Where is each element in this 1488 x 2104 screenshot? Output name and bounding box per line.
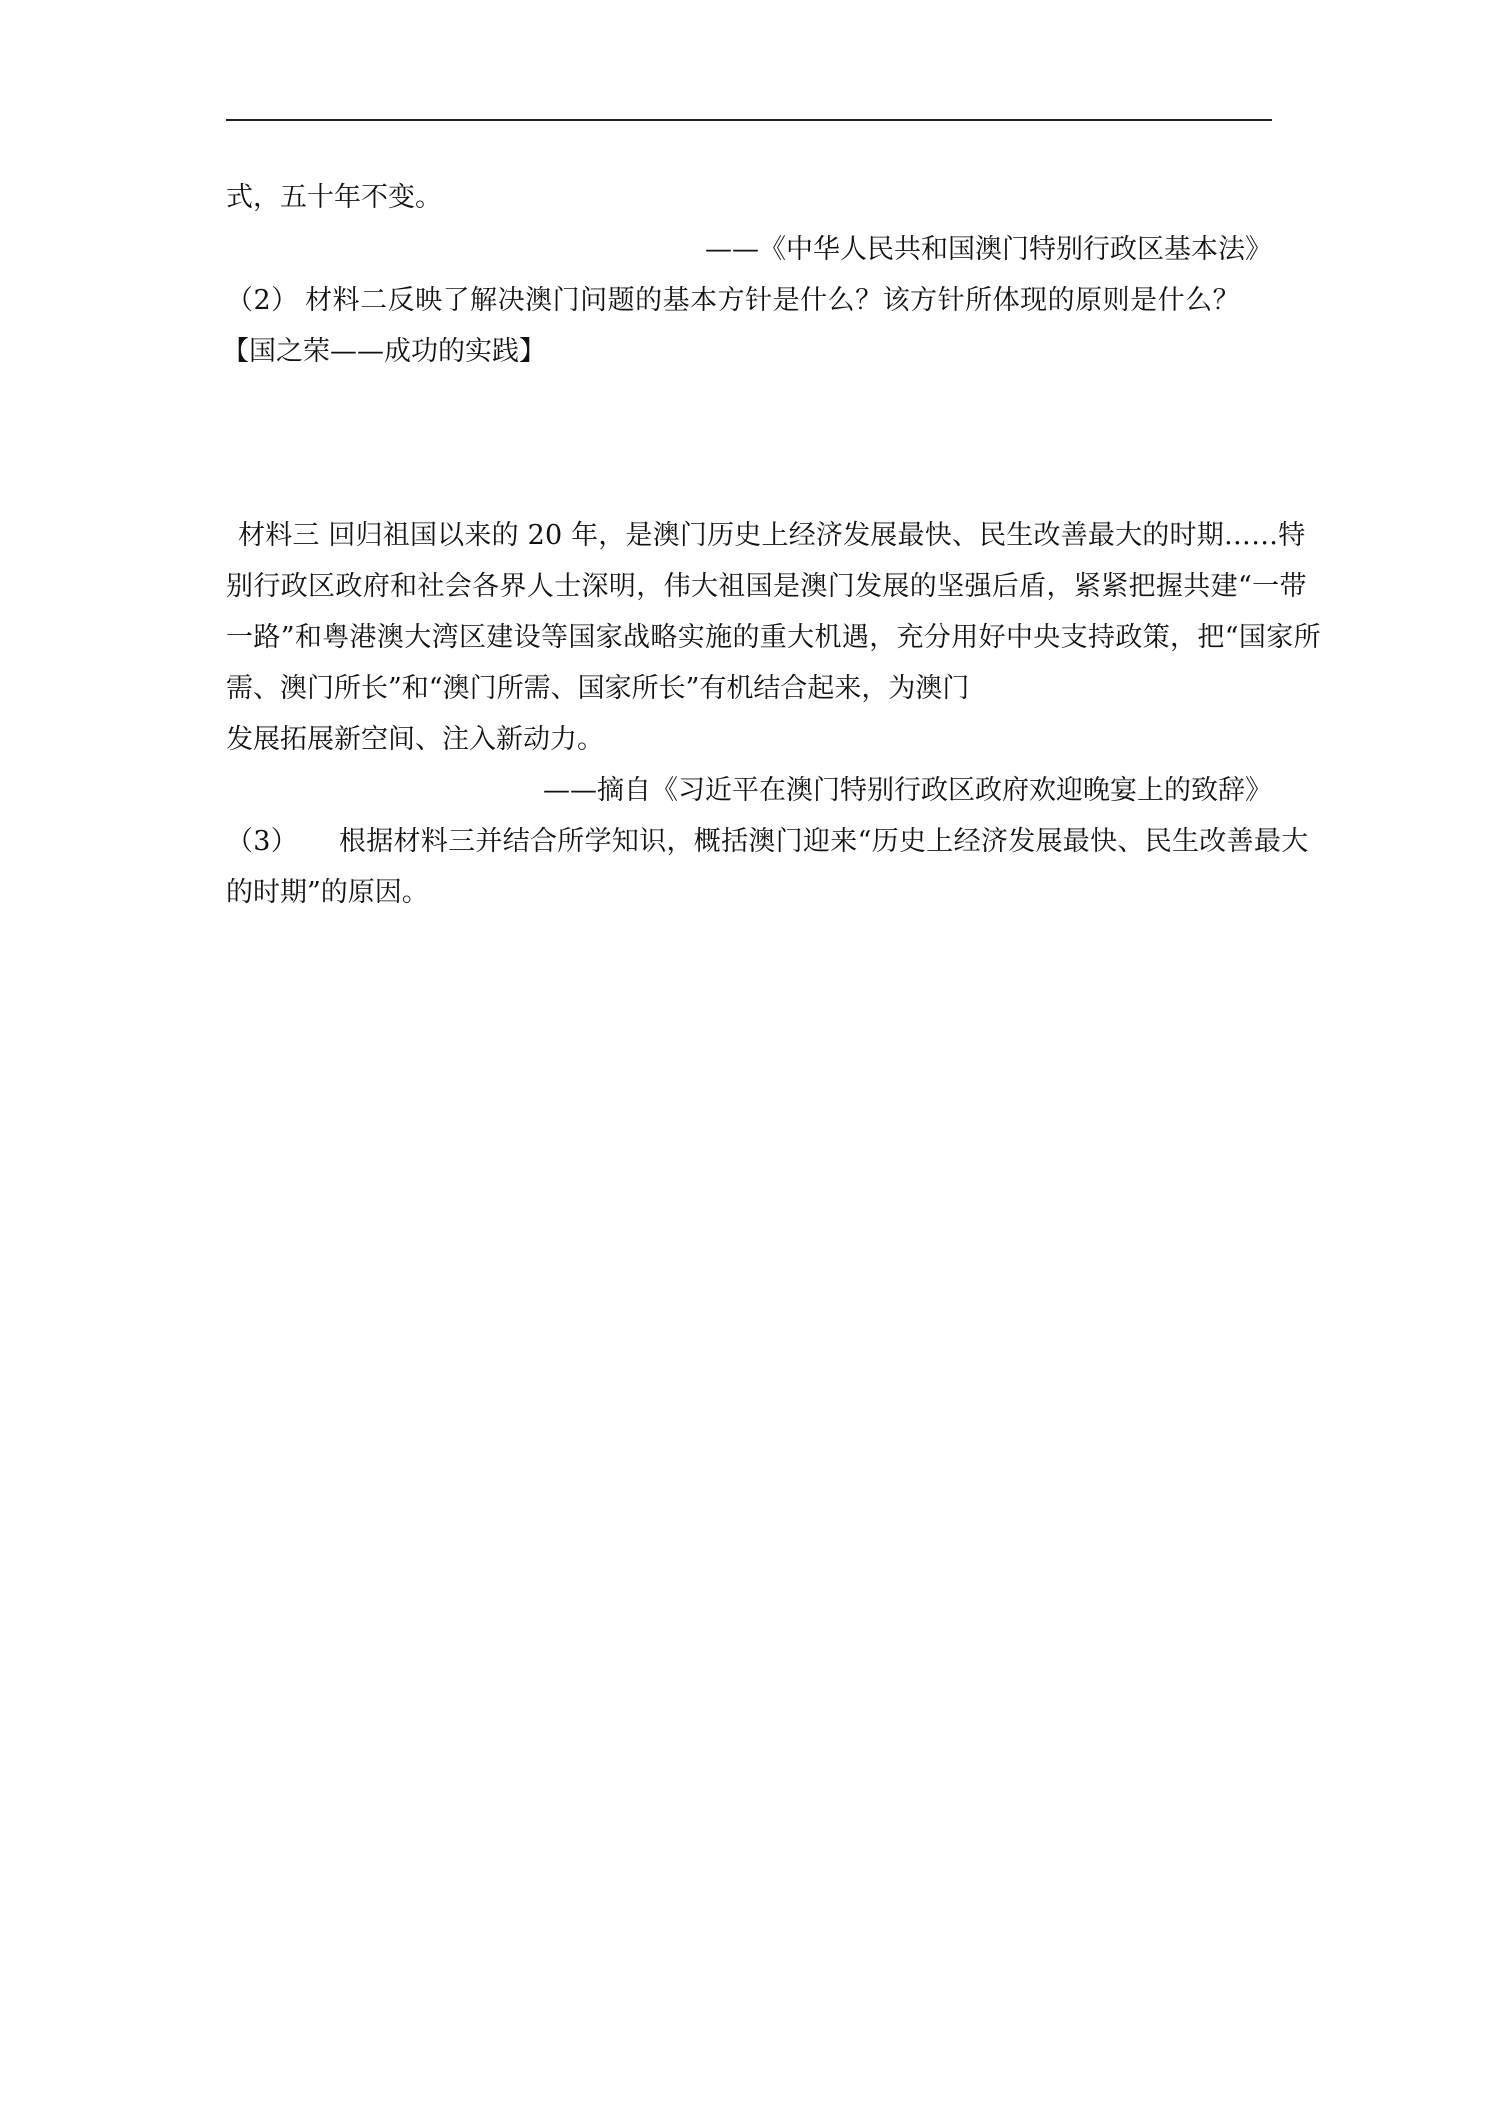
question-3-line-2: 的时期”的原因。 bbox=[226, 877, 429, 908]
material-3-line-5: 发展拓展新空间、注入新动力。 bbox=[226, 724, 604, 755]
material-3-line-1: 材料三 回归祖国以来的 20 年，是澳门历史上经济发展最快、民生改善最大的时期……特 bbox=[238, 520, 1306, 551]
question-3-number: （3） bbox=[226, 826, 299, 857]
material-3-line-3: 一路”和粤港澳大湾区建设等国家战略实施的重大机遇，充分用好中央支持政策，把“国家所 bbox=[226, 622, 1321, 653]
question-3-line-1: 根据材料三并结合所学知识，概括澳门迎来“历史上经济发展最快、民生改善最大 bbox=[338, 826, 1309, 857]
citation-speech: ——摘自《习近平在澳门特别行政区政府欢迎晚宴上的致辞》 bbox=[543, 775, 1272, 806]
section-heading: 【国之荣——成功的实践】 bbox=[222, 336, 546, 367]
continuation-text: 式，五十年不变。 bbox=[226, 182, 442, 213]
question-3 bbox=[226, 824, 1309, 860]
question-2-text: 材料二反映了解决澳门问题的基本方针是什么？该方针所体现的原则是什么？ bbox=[305, 285, 1241, 316]
question-2-number: （2） bbox=[226, 285, 299, 316]
header-rule bbox=[226, 119, 1272, 121]
question-2 bbox=[226, 283, 1240, 319]
material-3-line-2: 别行政区政府和社会各界人士深明，伟大祖国是澳门发展的坚强后盾，紧紧把握共建“一带 bbox=[226, 571, 1307, 602]
material-3-line-4: 需、澳门所长”和“澳门所需、国家所长”有机结合起来，为澳门 bbox=[226, 673, 970, 704]
citation-basic-law: ——《中华人民共和国澳门特别行政区基本法》 bbox=[705, 234, 1272, 265]
